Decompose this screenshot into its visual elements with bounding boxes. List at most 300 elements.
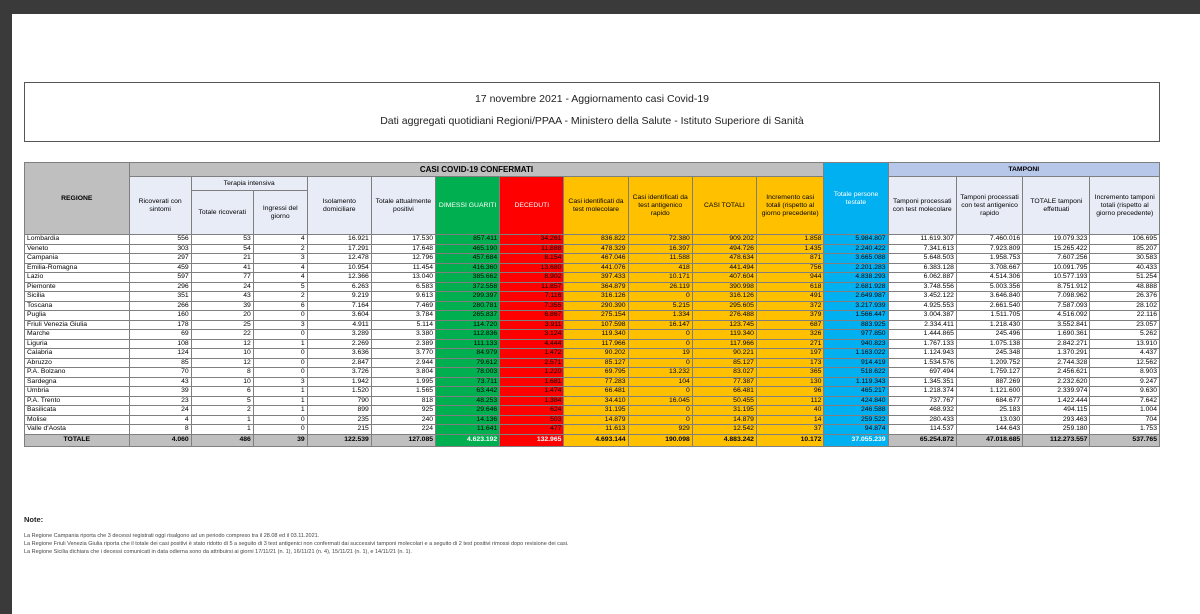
- cell-casi-antigenico: 418: [628, 263, 692, 273]
- cell-positivi: 13.040: [371, 273, 435, 283]
- cell-casi-totali: 14.879: [692, 415, 756, 425]
- header-positivi: Totale attualmente positivi: [371, 177, 435, 235]
- cell-ti-totale: 54: [191, 244, 253, 254]
- cell-ti-totale: 43: [191, 292, 253, 302]
- cell-casi-antigenico: 72.380: [628, 235, 692, 245]
- cell-positivi: 9.613: [371, 292, 435, 302]
- cell-isolamento: 10.954: [307, 263, 371, 273]
- cell-casi-totali: 316.126: [692, 292, 756, 302]
- cell-ti-ingressi: 6: [253, 301, 307, 311]
- cell-isolamento: 3.636: [307, 349, 371, 359]
- cell-persone-testate: 3.217.939: [824, 301, 888, 311]
- cell-tamponi-totale: 10.577.193: [1023, 273, 1090, 283]
- cell-persone-testate: 465.217: [824, 387, 888, 397]
- cell-isolamento: 7.164: [307, 301, 371, 311]
- cell-tamponi-molecolare: 737.767: [888, 396, 956, 406]
- cell-tamponi-antigenico: 1.218.430: [956, 320, 1022, 330]
- cell-casi-antigenico: 0: [628, 387, 692, 397]
- cell-ti-totale: 1: [191, 415, 253, 425]
- table-row: [25, 292, 1160, 302]
- cell-casi-molecolare: 4.693.144: [564, 434, 628, 446]
- cell-dimessi: 385.662: [436, 273, 500, 283]
- cell-isolamento: 2.269: [307, 339, 371, 349]
- cell-deceduti: 7.355: [500, 301, 564, 311]
- cell-ti-totale: 25: [191, 320, 253, 330]
- cell-tamponi-antigenico: 2.661.540: [956, 301, 1022, 311]
- cell-casi-molecolare: 478.329: [564, 244, 628, 254]
- header-incremento-casi: Incremento casi totali (rispetto al giorno precedente): [756, 177, 823, 235]
- cell-casi-antigenico: 5.215: [628, 301, 692, 311]
- cell-positivi: 5.114: [371, 320, 435, 330]
- cell-tamponi-totale: 7.587.093: [1023, 301, 1090, 311]
- cell-tamponi-molecolare: 697.494: [888, 368, 956, 378]
- cell-casi-totali: 494.726: [692, 244, 756, 254]
- cell-dimessi: 112.836: [436, 330, 500, 340]
- cell-dimessi: 78.003: [436, 368, 500, 378]
- cell-casi-totali: 66.481: [692, 387, 756, 397]
- cell-tamponi-molecolare: 114.537: [888, 425, 956, 435]
- cell-incremento-tamponi: 13.910: [1090, 339, 1160, 349]
- cell-tamponi-antigenico: 5.003.356: [956, 282, 1022, 292]
- cell-ti-ingressi: 2: [253, 292, 307, 302]
- cell-incremento-casi: 326: [756, 330, 823, 340]
- cell-incremento-tamponi: 22.116: [1090, 311, 1160, 321]
- cell-casi-antigenico: 929: [628, 425, 692, 435]
- cell-ricoverati: 556: [129, 235, 191, 245]
- cell-casi-antigenico: 1.334: [628, 311, 692, 321]
- cell-region: Marche: [25, 330, 130, 340]
- cell-persone-testate: 518.622: [824, 368, 888, 378]
- cell-region: Sardegna: [25, 377, 130, 387]
- cell-tamponi-molecolare: 1.218.374: [888, 387, 956, 397]
- cell-incremento-tamponi: 48.888: [1090, 282, 1160, 292]
- cell-ti-ingressi: 0: [253, 349, 307, 359]
- cell-ti-ingressi: 0: [253, 311, 307, 321]
- cell-region: P.A. Trento: [25, 396, 130, 406]
- cell-tamponi-antigenico: 13.030: [956, 415, 1022, 425]
- note-campania: La Regione Campania riporta che 3 decessi registrati oggi risalgono ad un periodo compreso tra il 28.08 ed il 03.11.2021.: [24, 533, 320, 539]
- cell-incremento-tamponi: 30.583: [1090, 254, 1160, 264]
- cell-tamponi-totale: 2.232.620: [1023, 377, 1090, 387]
- cell-tamponi-molecolare: 1.534.576: [888, 358, 956, 368]
- cell-tamponi-molecolare: 1.444.865: [888, 330, 956, 340]
- cell-casi-molecolare: 117.966: [564, 339, 628, 349]
- cell-incremento-tamponi: 9.247: [1090, 377, 1160, 387]
- cell-incremento-tamponi: 1.753: [1090, 425, 1160, 435]
- cell-casi-molecolare: 441.076: [564, 263, 628, 273]
- cell-incremento-casi: 96: [756, 387, 823, 397]
- cell-tamponi-molecolare: 3.452.122: [888, 292, 956, 302]
- cell-positivi: 925: [371, 406, 435, 416]
- cell-tamponi-totale: 15.265.422: [1023, 244, 1090, 254]
- cell-tamponi-antigenico: 25.183: [956, 406, 1022, 416]
- cell-casi-antigenico: 0: [628, 406, 692, 416]
- cell-dimessi: 11.641: [436, 425, 500, 435]
- cell-positivi: 1.565: [371, 387, 435, 397]
- table-row: [25, 282, 1160, 292]
- cell-region: Molise: [25, 415, 130, 425]
- cell-deceduti: 11.857: [500, 282, 564, 292]
- cell-tamponi-molecolare: 6.062.887: [888, 273, 956, 283]
- cell-ti-ingressi: 1: [253, 387, 307, 397]
- cell-incremento-casi: 14: [756, 415, 823, 425]
- cell-incremento-tamponi: 26.376: [1090, 292, 1160, 302]
- cell-incremento-casi: 1.435: [756, 244, 823, 254]
- cell-tamponi-antigenico: 3.646.840: [956, 292, 1022, 302]
- cell-casi-molecolare: 14.879: [564, 415, 628, 425]
- cell-deceduti: 8.902: [500, 273, 564, 283]
- cell-isolamento: 16.921: [307, 235, 371, 245]
- cell-deceduti: 503: [500, 415, 564, 425]
- cell-ti-ingressi: 3: [253, 320, 307, 330]
- header-ti-totale: Totale ricoverati: [191, 191, 253, 235]
- cell-casi-totali: 390.998: [692, 282, 756, 292]
- cell-region: Toscana: [25, 301, 130, 311]
- covid-data-table: [24, 162, 1160, 447]
- cell-ricoverati: 124: [129, 349, 191, 359]
- cell-incremento-casi: 365: [756, 368, 823, 378]
- header-persone-testate: Totale persone testate: [824, 163, 888, 235]
- cell-deceduti: 8.154: [500, 254, 564, 264]
- cell-tamponi-molecolare: 6.383.128: [888, 263, 956, 273]
- cell-positivi: 3.804: [371, 368, 435, 378]
- cell-isolamento: 235: [307, 415, 371, 425]
- cell-incremento-casi: 618: [756, 282, 823, 292]
- cell-region: Basilicata: [25, 406, 130, 416]
- cell-region: Lombardia: [25, 235, 130, 245]
- cell-dimessi: 114.720: [436, 320, 500, 330]
- table-row: [25, 244, 1160, 254]
- cell-persone-testate: 2.681.928: [824, 282, 888, 292]
- cell-deceduti: 2.571: [500, 358, 564, 368]
- cell-positivi: 2.944: [371, 358, 435, 368]
- cell-ricoverati: 39: [129, 387, 191, 397]
- cell-positivi: 6.583: [371, 282, 435, 292]
- cell-ti-totale: 12: [191, 358, 253, 368]
- cell-ti-totale: 20: [191, 311, 253, 321]
- cell-tamponi-antigenico: 684.677: [956, 396, 1022, 406]
- cell-casi-antigenico: 16.397: [628, 244, 692, 254]
- cell-casi-antigenico: 104: [628, 377, 692, 387]
- cell-region: Lazio: [25, 273, 130, 283]
- cell-persone-testate: 1.119.343: [824, 377, 888, 387]
- cell-casi-molecolare: 66.481: [564, 387, 628, 397]
- cell-isolamento: 3.604: [307, 311, 371, 321]
- cell-dimessi: 265.837: [436, 311, 500, 321]
- cell-ti-totale: 10: [191, 349, 253, 359]
- cell-tamponi-antigenico: 1.209.752: [956, 358, 1022, 368]
- header-casi-antigenico: Casi identificati da test antigenico rapido: [628, 177, 692, 235]
- cell-dimessi: 48.253: [436, 396, 500, 406]
- totals-row: [25, 434, 1160, 446]
- cell-persone-testate: 914.419: [824, 358, 888, 368]
- cell-incremento-tamponi: 537.765: [1090, 434, 1160, 446]
- cell-dimessi: 4.623.192: [436, 434, 500, 446]
- cell-incremento-casi: 687: [756, 320, 823, 330]
- cell-ti-ingressi: 1: [253, 339, 307, 349]
- cell-tamponi-molecolare: 2.334.411: [888, 320, 956, 330]
- cell-tamponi-totale: 2.456.621: [1023, 368, 1090, 378]
- cell-incremento-tamponi: 51.254: [1090, 273, 1160, 283]
- cell-persone-testate: 883.925: [824, 320, 888, 330]
- cell-ricoverati: 160: [129, 311, 191, 321]
- cell-casi-totali: 90.221: [692, 349, 756, 359]
- cell-ti-totale: 10: [191, 377, 253, 387]
- cell-casi-totali: 31.195: [692, 406, 756, 416]
- cell-ti-totale: 8: [191, 368, 253, 378]
- cell-ti-ingressi: 39: [253, 434, 307, 446]
- cell-ti-ingressi: 0: [253, 358, 307, 368]
- cell-casi-totali: 407.604: [692, 273, 756, 283]
- cell-isolamento: 3.726: [307, 368, 371, 378]
- cell-casi-molecolare: 290.390: [564, 301, 628, 311]
- cell-positivi: 3.770: [371, 349, 435, 359]
- cell-persone-testate: 3.665.088: [824, 254, 888, 264]
- cell-isolamento: 12.366: [307, 273, 371, 283]
- cell-tamponi-antigenico: 245.348: [956, 349, 1022, 359]
- cell-ti-ingressi: 4: [253, 263, 307, 273]
- cell-persone-testate: 259.522: [824, 415, 888, 425]
- cell-positivi: 3.380: [371, 330, 435, 340]
- cell-persone-testate: 37.055.239: [824, 434, 888, 446]
- table-row: [25, 273, 1160, 283]
- cell-incremento-casi: 379: [756, 311, 823, 321]
- cell-deceduti: 1.474: [500, 387, 564, 397]
- cell-incremento-casi: 197: [756, 349, 823, 359]
- cell-region: TOTALE: [25, 434, 130, 446]
- cell-deceduti: 6.867: [500, 311, 564, 321]
- cell-casi-antigenico: 16.045: [628, 396, 692, 406]
- cell-casi-antigenico: 16.147: [628, 320, 692, 330]
- cell-dimessi: 79.612: [436, 358, 500, 368]
- cell-incremento-casi: 37: [756, 425, 823, 435]
- cell-deceduti: 1.681: [500, 377, 564, 387]
- cell-incremento-tamponi: 5.262: [1090, 330, 1160, 340]
- cell-tamponi-totale: 8.751.912: [1023, 282, 1090, 292]
- cell-persone-testate: 424.840: [824, 396, 888, 406]
- table-row: [25, 339, 1160, 349]
- cell-persone-testate: 2.201.283: [824, 263, 888, 273]
- header-casi-totali: CASI TOTALI: [692, 177, 756, 235]
- cell-ricoverati: 303: [129, 244, 191, 254]
- cell-incremento-tamponi: 704: [1090, 415, 1160, 425]
- cell-positivi: 3.784: [371, 311, 435, 321]
- cell-casi-totali: 276.488: [692, 311, 756, 321]
- cell-tamponi-molecolare: 1.124.943: [888, 349, 956, 359]
- cell-ricoverati: 8: [129, 425, 191, 435]
- cell-ti-totale: 39: [191, 301, 253, 311]
- cell-casi-antigenico: 26.119: [628, 282, 692, 292]
- cell-incremento-casi: 271: [756, 339, 823, 349]
- cell-tamponi-molecolare: 1.767.133: [888, 339, 956, 349]
- cell-positivi: 240: [371, 415, 435, 425]
- cell-ricoverati: 459: [129, 263, 191, 273]
- cell-tamponi-totale: 4.516.092: [1023, 311, 1090, 321]
- cell-casi-molecolare: 34.410: [564, 396, 628, 406]
- header-dimessi: DIMESSI GUARITI: [436, 177, 500, 235]
- cell-positivi: 224: [371, 425, 435, 435]
- cell-positivi: 17.530: [371, 235, 435, 245]
- cell-positivi: 11.454: [371, 263, 435, 273]
- cell-deceduti: 3.124: [500, 330, 564, 340]
- cell-casi-totali: 50.455: [692, 396, 756, 406]
- cell-deceduti: 11.888: [500, 244, 564, 254]
- cell-casi-molecolare: 467.046: [564, 254, 628, 264]
- cell-dimessi: 14.136: [436, 415, 500, 425]
- cell-dimessi: 372.558: [436, 282, 500, 292]
- cell-tamponi-totale: 259.180: [1023, 425, 1090, 435]
- note-sicilia: La Regione Sicilia dichiara che i decessi comunicati in data odierna sono da attribuirsi ai giorni 17/11/21 (n. 1), 16/11/21 (n. 4), 15/11/21 (n. 1), e 14/11/21 (n. 1).: [24, 549, 412, 555]
- cell-isolamento: 1.942: [307, 377, 371, 387]
- cell-incremento-tamponi: 23.057: [1090, 320, 1160, 330]
- cell-ti-totale: 41: [191, 263, 253, 273]
- cell-tamponi-totale: 1.370.291: [1023, 349, 1090, 359]
- table-row: [25, 377, 1160, 387]
- cell-persone-testate: 5.984.807: [824, 235, 888, 245]
- cell-positivi: 1.995: [371, 377, 435, 387]
- cell-persone-testate: 940.823: [824, 339, 888, 349]
- cell-tamponi-molecolare: 65.254.872: [888, 434, 956, 446]
- cell-isolamento: 6.263: [307, 282, 371, 292]
- cell-dimessi: 280.781: [436, 301, 500, 311]
- table-row: [25, 406, 1160, 416]
- cell-tamponi-antigenico: 144.643: [956, 425, 1022, 435]
- cell-casi-molecolare: 90.202: [564, 349, 628, 359]
- table-row: [25, 320, 1160, 330]
- cell-deceduti: 624: [500, 406, 564, 416]
- cell-casi-antigenico: 19: [628, 349, 692, 359]
- cell-casi-totali: 441.494: [692, 263, 756, 273]
- cell-tamponi-molecolare: 3.004.387: [888, 311, 956, 321]
- cell-casi-antigenico: 11.588: [628, 254, 692, 264]
- notes-section: [24, 516, 1124, 556]
- cell-tamponi-antigenico: 887.269: [956, 377, 1022, 387]
- cell-incremento-casi: 40: [756, 406, 823, 416]
- header-isolamento: Isolamento domiciliare: [307, 177, 371, 235]
- cell-incremento-casi: 130: [756, 377, 823, 387]
- header-regione: REGIONE: [25, 163, 130, 235]
- cell-incremento-tamponi: 85.207: [1090, 244, 1160, 254]
- cell-region: Valle d'Aosta: [25, 425, 130, 435]
- cell-region: Abruzzo: [25, 358, 130, 368]
- cell-dimessi: 84.979: [436, 349, 500, 359]
- cell-casi-antigenico: 190.098: [628, 434, 692, 446]
- cell-persone-testate: 94.874: [824, 425, 888, 435]
- cell-positivi: 2.389: [371, 339, 435, 349]
- cell-casi-antigenico: 0: [628, 415, 692, 425]
- cell-deceduti: 1.220: [500, 368, 564, 378]
- cell-isolamento: 899: [307, 406, 371, 416]
- cell-tamponi-antigenico: 3.708.667: [956, 263, 1022, 273]
- cell-incremento-casi: 944: [756, 273, 823, 283]
- cell-incremento-tamponi: 4.437: [1090, 349, 1160, 359]
- cell-ricoverati: 297: [129, 254, 191, 264]
- cell-tamponi-molecolare: 280.433: [888, 415, 956, 425]
- report-title-box: [24, 82, 1160, 142]
- cell-dimessi: 457.684: [436, 254, 500, 264]
- cell-tamponi-antigenico: 47.018.685: [956, 434, 1022, 446]
- cell-casi-antigenico: 0: [628, 339, 692, 349]
- cell-ricoverati: 85: [129, 358, 191, 368]
- cell-casi-antigenico: 0: [628, 292, 692, 302]
- cell-casi-molecolare: 11.613: [564, 425, 628, 435]
- cell-dimessi: 63.442: [436, 387, 500, 397]
- cell-tamponi-totale: 112.273.557: [1023, 434, 1090, 446]
- cell-casi-antigenico: 0: [628, 358, 692, 368]
- cell-positivi: 7.469: [371, 301, 435, 311]
- cell-incremento-tamponi: 1.004: [1090, 406, 1160, 416]
- cell-casi-molecolare: 316.126: [564, 292, 628, 302]
- cell-ricoverati: 69: [129, 330, 191, 340]
- cell-ti-ingressi: 1: [253, 406, 307, 416]
- cell-isolamento: 215: [307, 425, 371, 435]
- cell-tamponi-totale: 3.552.841: [1023, 320, 1090, 330]
- cell-region: Sicilia: [25, 292, 130, 302]
- cell-incremento-tamponi: 106.695: [1090, 235, 1160, 245]
- cell-casi-totali: 478.634: [692, 254, 756, 264]
- cell-deceduti: 34.261: [500, 235, 564, 245]
- cell-casi-totali: 909.202: [692, 235, 756, 245]
- cell-deceduti: 1.384: [500, 396, 564, 406]
- cell-tamponi-antigenico: 1.075.138: [956, 339, 1022, 349]
- cell-persone-testate: 2.240.422: [824, 244, 888, 254]
- cell-tamponi-totale: 293.463: [1023, 415, 1090, 425]
- table-row: [25, 263, 1160, 273]
- cell-tamponi-antigenico: 4.514.306: [956, 273, 1022, 283]
- header-tamponi-totale: TOTALE tamponi effettuati: [1023, 177, 1090, 235]
- cell-incremento-casi: 871: [756, 254, 823, 264]
- header-tamponi-antigenico: Tamponi processati con test antigenico rapido: [956, 177, 1022, 235]
- cell-persone-testate: 2.649.987: [824, 292, 888, 302]
- cell-ti-ingressi: 4: [253, 273, 307, 283]
- cell-ricoverati: 266: [129, 301, 191, 311]
- cell-isolamento: 2.847: [307, 358, 371, 368]
- cell-ricoverati: 43: [129, 377, 191, 387]
- cell-ti-totale: 12: [191, 339, 253, 349]
- table-row: [25, 235, 1160, 245]
- cell-tamponi-totale: 7.098.962: [1023, 292, 1090, 302]
- table-row: [25, 349, 1160, 359]
- cell-tamponi-totale: 2.339.974: [1023, 387, 1090, 397]
- cell-ti-totale: 77: [191, 273, 253, 283]
- cell-ti-ingressi: 4: [253, 235, 307, 245]
- cell-deceduti: 7.116: [500, 292, 564, 302]
- cell-dimessi: 857.411: [436, 235, 500, 245]
- cell-ricoverati: 597: [129, 273, 191, 283]
- note-friuli: La Regione Friuli Venezia Giulia riporta che il totale dei casi positivi è stato ridotto di 5 a seguito di 3 test antigenici non confermati dai successivi tamponi molecolari e a seguito di 2 test positivi rimossi dopo revisione dei casi.: [24, 541, 569, 547]
- cell-tamponi-antigenico: 7.923.809: [956, 244, 1022, 254]
- cell-tamponi-molecolare: 11.619.307: [888, 235, 956, 245]
- cell-incremento-tamponi: 9.630: [1090, 387, 1160, 397]
- cell-ti-totale: 24: [191, 282, 253, 292]
- table-row: [25, 396, 1160, 406]
- cell-region: Calabria: [25, 349, 130, 359]
- table-row: [25, 368, 1160, 378]
- table-row: [25, 311, 1160, 321]
- cell-casi-molecolare: 107.598: [564, 320, 628, 330]
- cell-casi-molecolare: 85.127: [564, 358, 628, 368]
- cell-region: P.A. Bolzano: [25, 368, 130, 378]
- cell-ti-totale: 21: [191, 254, 253, 264]
- table-row: [25, 425, 1160, 435]
- cell-ti-ingressi: 5: [253, 282, 307, 292]
- header-ti-ingressi: Ingressi del giorno: [253, 191, 307, 235]
- cell-casi-totali: 117.966: [692, 339, 756, 349]
- cell-ti-ingressi: 1: [253, 396, 307, 406]
- table-row: [25, 387, 1160, 397]
- cell-positivi: 818: [371, 396, 435, 406]
- cell-casi-molecolare: 77.283: [564, 377, 628, 387]
